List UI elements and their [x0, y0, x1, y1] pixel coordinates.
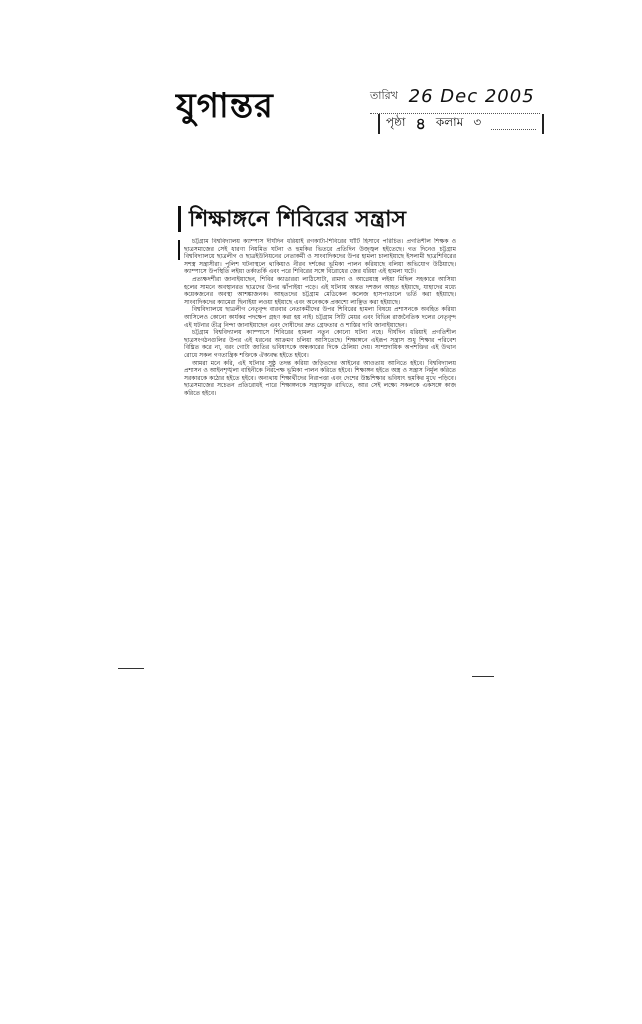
column-label: কলাম: [435, 115, 464, 129]
article-paragraph: চট্টগ্রাম বিশ্ববিদ্যালয় ক্যাম্পাসে শিবিরের হামলা নতুন কোনো ঘটনা নহে। দীর্ঘদিন ধরিয়াই প্রগতিশীল ছাত্রসংগঠনগুলির উপর এই ধরনের আক্রমণ চলিয়া আসিতেছে। শিক্ষাঙ্গনে এইরূপ সন্ত্রাস শুধু শিক্ষার পরিবেশ বিঘ্নিত করে না, বরং গোটা জাতির ভবিষ্যৎকে অন্ধকারের দিকে ঠেলিয়া দেয়। সাম্প্রদায়িক অপশক্তির এই উত্থান রোধে সকল গণতান্ত্রিক শক্তিকে ঐক্যবদ্ধ হইতে হইবে।: [184, 329, 456, 359]
article-paragraph: চট্টগ্রাম বিশ্ববিদ্যালয় ক্যাম্পাস দীর্ঘদিন ধরিয়াই রগকাটা-শিবিরের ঘাঁটি হিসাবে পরিচিত। প্রগতিশীল শিক্ষক ও ছাত্রসমাজের সেই ধারণা নিয়মিত ঘটনা ও হুমকির ভিতরে প্রতিদিন উজ্জ্বল হইতেছে। গত দিনেও চট্টগ্রাম বিশ্ববিদ্যালয়ে ছাত্রলীগ ও ছাত্রইউনিয়নের নেতাকর্মী ও সাংবাদিকদের উপর হামলা চালাইয়াছে ইসলামী ছাত্রশিবিরের সশস্ত্র সন্ত্রাসীরা। পুলিশ ঘটনাস্থলে থাকিয়াও নীরব দর্শকের ভূমিকা পালন করিয়াছে বলিয়া অভিযোগ উঠিয়াছে। ক্যাম্পাসে উপস্থিতি লইয়া তর্কাতর্কি এবং পরে শিবিরের সঙ্গে বিরোধের জের ধরিয়া এই হামলা ঘটে।: [184, 238, 456, 276]
date-label: তারিখ: [370, 89, 398, 102]
article-paragraph: আমরা মনে করি, এই ঘটনার সুষ্ঠু তদন্ত করিয়া জড়িতদের আইনের আওতায় আনিতে হইবে। বিশ্ববিদ্যালয় প্রশাসন ও আইনশৃঙ্খলা বাহিনীকে নিরপেক্ষ ভূমিকা পালন করিতে হইবে। শিক্ষাঙ্গন হইতে অস্ত্র ও সন্ত্রাস নির্মূল করিতে সরকারকে কঠোর হইতে হইবে। অন্যথায় শিক্ষার্থীদের নিরাপত্তা এবং দেশের উচ্চশিক্ষার ভবিষ্যৎ হুমকির মুখে পড়িবে। ছাত্রসমাজের সচেতন প্রতিরোধই পারে শিক্ষাঙ্গনকে সন্ত্রাসমুক্ত রাখিতে, আর সেই লক্ষ্যে সকলকে একসঙ্গে কাজ করিতে হইবে।: [184, 359, 456, 397]
page-label: পৃষ্ঠা: [386, 115, 406, 129]
page-value: ৪: [415, 113, 426, 133]
stamp-dotted-line: [491, 119, 536, 130]
article-side-rule: [178, 240, 180, 260]
article-body: [184, 238, 456, 668]
article-headline: শিক্ষাঙ্গনে শিবিরের সন্ত্রাস: [178, 206, 406, 232]
clipping-page-stamp: [378, 114, 544, 134]
clipping-date-stamp: [370, 86, 540, 112]
column-value: ৩: [473, 115, 482, 129]
scan-edge-mark: [472, 676, 494, 677]
date-value: 26 Dec 2005: [408, 86, 535, 107]
article-paragraph: প্রত্যক্ষদর্শীরা জানাইয়াছেন, শিবির ক্যাডাররা লাঠিসোটা, রামদা ও আগ্নেয়াস্ত্র লইয়া মিছিল সহকারে আসিয়া হলের সামনে অবস্থানরত ছাত্রদের উপর ঝাঁপাইয়া পড়ে। এই ঘটনায় অন্তত দশজন আহত হইয়াছে, যাহাদের মধ্যে কয়েকজনের অবস্থা আশঙ্কাজনক। আহতদের চট্টগ্রাম মেডিকেল কলেজ হাসপাতালে ভর্তি করা হইয়াছে। সাংবাদিকদের ক্যামেরা ছিনাইয়া লওয়া হইয়াছে এবং অনেককে প্রকাশ্যে লাঞ্ছিত করা হইয়াছে।: [184, 275, 456, 306]
newspaper-masthead: যুগান্তর: [176, 86, 274, 126]
scan-edge-mark: [118, 668, 144, 669]
article-paragraph: বিশ্ববিদ্যালয়ে ছাত্রলীগ নেতৃবৃন্দ বারবার নেতাকর্মীদের উপর শিবিরের হামলা বিষয়ে প্রশাসনকে অবহিত করিয়া আসিলেও কোনো কার্যকর পদক্ষেপ গ্রহণ করা হয় নাই। চট্টগ্রাম সিটি মেয়র এবং বিভিন্ন রাজনৈতিক দলের নেতৃবৃন্দ এই ঘটনার তীব্র নিন্দা জানাইয়াছেন এবং দোষীদের দ্রুত গ্রেফতার ও শাস্তির দাবি জানাইয়াছেন।: [184, 306, 456, 329]
